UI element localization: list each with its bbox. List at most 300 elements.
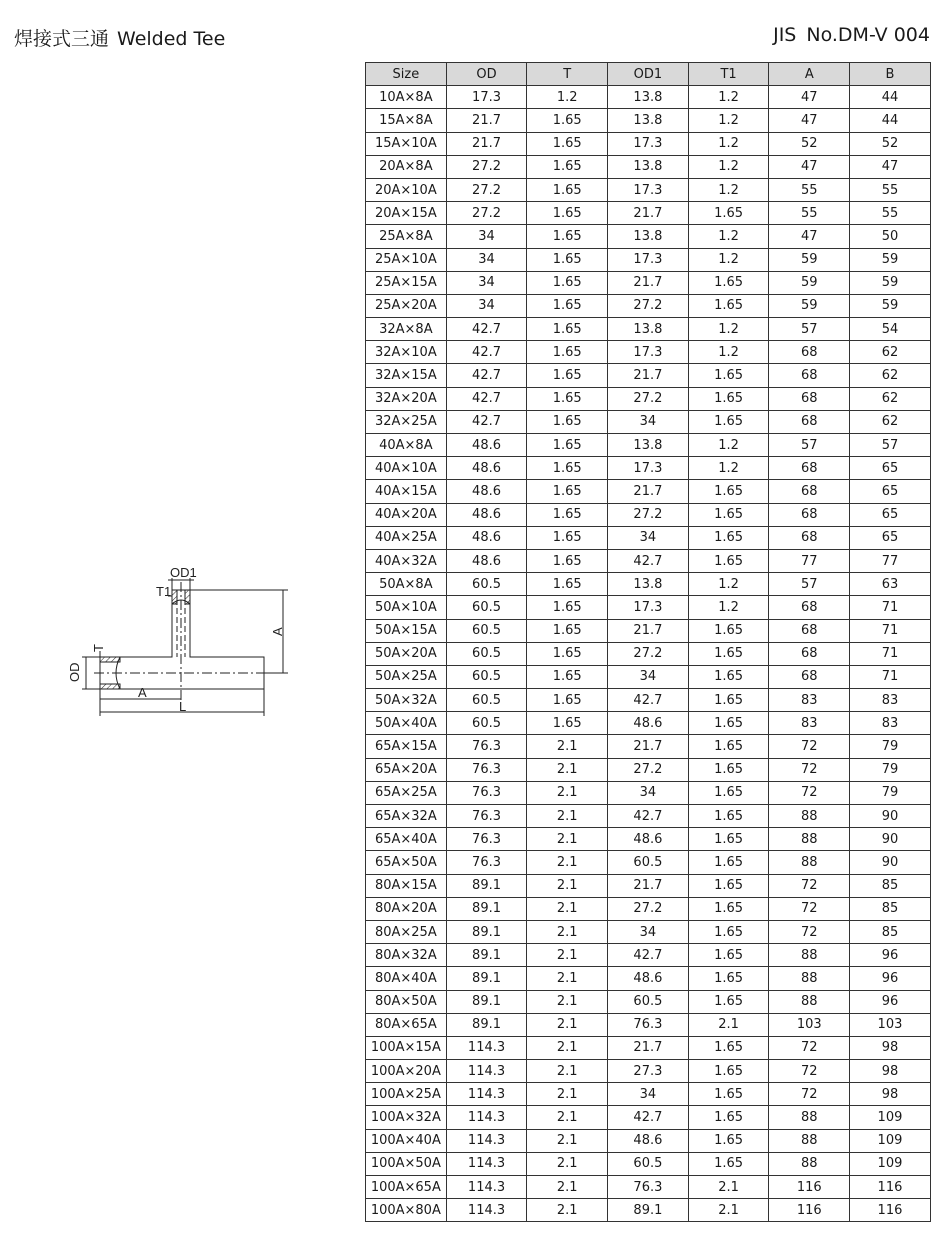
table-row bbox=[366, 225, 931, 248]
table-row bbox=[366, 689, 931, 712]
table-cell: 27.2 bbox=[446, 202, 527, 225]
table-cell: 2.1 bbox=[527, 1176, 608, 1199]
table-cell: 1.65 bbox=[688, 387, 769, 410]
table-cell: 1.65 bbox=[527, 689, 608, 712]
table-row bbox=[366, 1152, 931, 1175]
table-cell: 48.6 bbox=[446, 480, 527, 503]
table-cell: 80A×50A bbox=[366, 990, 447, 1013]
table-row bbox=[366, 1106, 931, 1129]
table-cell: 1.65 bbox=[527, 434, 608, 457]
table-cell: 32A×8A bbox=[366, 318, 447, 341]
table-cell: 1.65 bbox=[527, 549, 608, 572]
table-cell: 34 bbox=[608, 665, 689, 688]
table-row bbox=[366, 526, 931, 549]
table-row bbox=[366, 457, 931, 480]
table-cell: 2.1 bbox=[688, 1013, 769, 1036]
table-cell: 98 bbox=[850, 1036, 931, 1059]
table-cell: 71 bbox=[850, 642, 931, 665]
table-cell: 21.7 bbox=[608, 480, 689, 503]
table-cell: 80A×25A bbox=[366, 920, 447, 943]
table-cell: 76.3 bbox=[446, 851, 527, 874]
table-cell: 1.2 bbox=[688, 318, 769, 341]
table-cell: 100A×20A bbox=[366, 1060, 447, 1083]
table-cell: 72 bbox=[769, 1060, 850, 1083]
table-cell: 114.3 bbox=[446, 1129, 527, 1152]
table-cell: 2.1 bbox=[527, 851, 608, 874]
table-cell: 34 bbox=[608, 410, 689, 433]
table-cell: 2.1 bbox=[688, 1199, 769, 1222]
table-cell: 1.65 bbox=[527, 665, 608, 688]
standard-code bbox=[773, 24, 930, 46]
table-cell: 55 bbox=[769, 202, 850, 225]
table-cell: 40A×20A bbox=[366, 503, 447, 526]
table-row bbox=[366, 735, 931, 758]
table-cell: 1.65 bbox=[688, 712, 769, 735]
column-header: OD1 bbox=[608, 63, 689, 86]
table-header-row bbox=[366, 63, 931, 86]
table-cell: 21.7 bbox=[608, 202, 689, 225]
table-row bbox=[366, 364, 931, 387]
table-cell: 80A×40A bbox=[366, 967, 447, 990]
table-cell: 1.65 bbox=[527, 178, 608, 201]
table-cell: 2.1 bbox=[527, 1060, 608, 1083]
table-cell: 77 bbox=[769, 549, 850, 572]
table-cell: 72 bbox=[769, 874, 850, 897]
table-cell: 13.8 bbox=[608, 86, 689, 109]
title-chinese: 焊接式三通 bbox=[14, 28, 110, 50]
table-cell: 90 bbox=[850, 828, 931, 851]
column-header: Size bbox=[366, 63, 447, 86]
table-cell: 2.1 bbox=[527, 1106, 608, 1129]
column-header: B bbox=[850, 63, 931, 86]
table-cell: 1.65 bbox=[688, 990, 769, 1013]
table-cell: 1.65 bbox=[688, 410, 769, 433]
table-cell: 1.65 bbox=[527, 712, 608, 735]
table-cell: 68 bbox=[769, 410, 850, 433]
table-row bbox=[366, 781, 931, 804]
table-cell: 1.65 bbox=[688, 1060, 769, 1083]
table-cell: 57 bbox=[769, 573, 850, 596]
table-cell: 48.6 bbox=[446, 503, 527, 526]
table-cell: 42.7 bbox=[446, 318, 527, 341]
table-cell: 76.3 bbox=[446, 735, 527, 758]
label-a-vertical: A bbox=[270, 627, 285, 636]
column-header: T bbox=[527, 63, 608, 86]
table-cell: 1.65 bbox=[688, 920, 769, 943]
table-cell: 34 bbox=[608, 526, 689, 549]
table-cell: 68 bbox=[769, 642, 850, 665]
table-cell: 42.7 bbox=[608, 689, 689, 712]
table-cell: 65 bbox=[850, 503, 931, 526]
table-cell: 100A×50A bbox=[366, 1152, 447, 1175]
table-cell: 40A×8A bbox=[366, 434, 447, 457]
table-cell: 88 bbox=[769, 805, 850, 828]
table-row bbox=[366, 619, 931, 642]
table-cell: 27.2 bbox=[446, 178, 527, 201]
table-cell: 1.65 bbox=[688, 758, 769, 781]
table-cell: 89.1 bbox=[446, 1013, 527, 1036]
table-row bbox=[366, 642, 931, 665]
table-cell: 32A×15A bbox=[366, 364, 447, 387]
table-cell: 42.7 bbox=[446, 410, 527, 433]
table-cell: 2.1 bbox=[527, 781, 608, 804]
table-cell: 88 bbox=[769, 990, 850, 1013]
table-row bbox=[366, 712, 931, 735]
table-cell: 89.1 bbox=[446, 920, 527, 943]
table-row bbox=[366, 434, 931, 457]
table-cell: 65A×15A bbox=[366, 735, 447, 758]
table-cell: 1.65 bbox=[688, 1106, 769, 1129]
table-row bbox=[366, 1176, 931, 1199]
table-cell: 1.65 bbox=[688, 271, 769, 294]
table-cell: 55 bbox=[850, 202, 931, 225]
table-cell: 83 bbox=[769, 712, 850, 735]
table-cell: 62 bbox=[850, 410, 931, 433]
table-row bbox=[366, 990, 931, 1013]
table-row bbox=[366, 294, 931, 317]
table-cell: 13.8 bbox=[608, 225, 689, 248]
table-row bbox=[366, 503, 931, 526]
table-cell: 116 bbox=[850, 1199, 931, 1222]
table-cell: 2.1 bbox=[527, 735, 608, 758]
table-row bbox=[366, 178, 931, 201]
table-cell: 60.5 bbox=[608, 851, 689, 874]
table-cell: 88 bbox=[769, 1152, 850, 1175]
table-cell: 48.6 bbox=[608, 967, 689, 990]
table-cell: 79 bbox=[850, 781, 931, 804]
table-row bbox=[366, 549, 931, 572]
table-cell: 72 bbox=[769, 1083, 850, 1106]
table-cell: 76.3 bbox=[608, 1176, 689, 1199]
table-cell: 34 bbox=[446, 271, 527, 294]
table-cell: 50A×10A bbox=[366, 596, 447, 619]
table-cell: 100A×40A bbox=[366, 1129, 447, 1152]
table-cell: 50A×8A bbox=[366, 573, 447, 596]
table-cell: 57 bbox=[769, 318, 850, 341]
table-cell: 48.6 bbox=[608, 1129, 689, 1152]
table-cell: 89.1 bbox=[446, 990, 527, 1013]
table-cell: 114.3 bbox=[446, 1083, 527, 1106]
table-cell: 2.1 bbox=[527, 1152, 608, 1175]
table-cell: 17.3 bbox=[608, 457, 689, 480]
table-row bbox=[366, 1036, 931, 1059]
table-cell: 89.1 bbox=[446, 967, 527, 990]
table-cell: 50A×15A bbox=[366, 619, 447, 642]
table-cell: 1.65 bbox=[688, 619, 769, 642]
table-cell: 27.2 bbox=[608, 387, 689, 410]
table-cell: 1.65 bbox=[688, 1152, 769, 1175]
table-cell: 100A×80A bbox=[366, 1199, 447, 1222]
table-cell: 50A×32A bbox=[366, 689, 447, 712]
table-cell: 32A×25A bbox=[366, 410, 447, 433]
table-cell: 98 bbox=[850, 1083, 931, 1106]
table-cell: 88 bbox=[769, 1129, 850, 1152]
table-cell: 40A×25A bbox=[366, 526, 447, 549]
table-cell: 25A×10A bbox=[366, 248, 447, 271]
table-cell: 1.65 bbox=[527, 109, 608, 132]
table-cell: 88 bbox=[769, 944, 850, 967]
table-row bbox=[366, 967, 931, 990]
table-cell: 2.1 bbox=[527, 1013, 608, 1036]
table-cell: 1.2 bbox=[688, 132, 769, 155]
table-cell: 2.1 bbox=[527, 828, 608, 851]
table-cell: 20A×15A bbox=[366, 202, 447, 225]
table-cell: 50A×25A bbox=[366, 665, 447, 688]
table-cell: 1.65 bbox=[527, 619, 608, 642]
table-cell: 42.7 bbox=[608, 1106, 689, 1129]
table-cell: 1.65 bbox=[527, 248, 608, 271]
table-cell: 2.1 bbox=[527, 1036, 608, 1059]
table-row bbox=[366, 920, 931, 943]
table-cell: 47 bbox=[769, 86, 850, 109]
table-cell: 65 bbox=[850, 480, 931, 503]
table-cell: 100A×15A bbox=[366, 1036, 447, 1059]
table-cell: 44 bbox=[850, 86, 931, 109]
table-cell: 1.65 bbox=[527, 410, 608, 433]
table-cell: 1.65 bbox=[527, 341, 608, 364]
table-cell: 21.7 bbox=[608, 619, 689, 642]
table-cell: 62 bbox=[850, 364, 931, 387]
table-row bbox=[366, 86, 931, 109]
table-cell: 34 bbox=[446, 294, 527, 317]
table-cell: 1.65 bbox=[688, 202, 769, 225]
table-cell: 1.65 bbox=[688, 480, 769, 503]
table-row bbox=[366, 387, 931, 410]
table-cell: 60.5 bbox=[446, 596, 527, 619]
table-cell: 1.2 bbox=[688, 248, 769, 271]
table-row bbox=[366, 1013, 931, 1036]
table-cell: 21.7 bbox=[608, 735, 689, 758]
table-cell: 80A×20A bbox=[366, 897, 447, 920]
table-cell: 1.2 bbox=[688, 596, 769, 619]
table-row bbox=[366, 828, 931, 851]
table-cell: 27.2 bbox=[608, 503, 689, 526]
table-cell: 13.8 bbox=[608, 109, 689, 132]
table-cell: 2.1 bbox=[688, 1176, 769, 1199]
table-cell: 59 bbox=[850, 294, 931, 317]
table-cell: 48.6 bbox=[608, 828, 689, 851]
table-cell: 34 bbox=[608, 1083, 689, 1106]
table-cell: 68 bbox=[769, 341, 850, 364]
table-cell: 114.3 bbox=[446, 1176, 527, 1199]
table-cell: 100A×25A bbox=[366, 1083, 447, 1106]
table-cell: 89.1 bbox=[608, 1199, 689, 1222]
table-cell: 89.1 bbox=[446, 874, 527, 897]
table-row bbox=[366, 805, 931, 828]
table-cell: 62 bbox=[850, 387, 931, 410]
table-cell: 1.65 bbox=[527, 387, 608, 410]
table-cell: 1.65 bbox=[527, 225, 608, 248]
table-cell: 27.2 bbox=[446, 155, 527, 178]
table-cell: 1.65 bbox=[688, 967, 769, 990]
table-cell: 17.3 bbox=[608, 596, 689, 619]
tee-body-outline bbox=[100, 590, 264, 689]
table-cell: 65A×32A bbox=[366, 805, 447, 828]
table-cell: 114.3 bbox=[446, 1060, 527, 1083]
table-cell: 34 bbox=[608, 920, 689, 943]
table-cell: 25A×8A bbox=[366, 225, 447, 248]
table-cell: 13.8 bbox=[608, 155, 689, 178]
table-cell: 52 bbox=[850, 132, 931, 155]
table-cell: 48.6 bbox=[446, 457, 527, 480]
table-cell: 2.1 bbox=[527, 758, 608, 781]
table-cell: 85 bbox=[850, 920, 931, 943]
table-cell: 100A×32A bbox=[366, 1106, 447, 1129]
table-cell: 79 bbox=[850, 758, 931, 781]
table-cell: 1.65 bbox=[688, 364, 769, 387]
table-cell: 1.2 bbox=[688, 225, 769, 248]
table-cell: 1.65 bbox=[527, 155, 608, 178]
table-cell: 1.65 bbox=[527, 503, 608, 526]
table-cell: 1.65 bbox=[527, 202, 608, 225]
table-cell: 96 bbox=[850, 944, 931, 967]
table-cell: 32A×10A bbox=[366, 341, 447, 364]
table-cell: 72 bbox=[769, 781, 850, 804]
table-cell: 1.65 bbox=[688, 781, 769, 804]
label-t: T bbox=[91, 644, 106, 652]
table-cell: 34 bbox=[446, 248, 527, 271]
table-cell: 55 bbox=[769, 178, 850, 201]
table-cell: 1.65 bbox=[688, 851, 769, 874]
table-cell: 50A×20A bbox=[366, 642, 447, 665]
title-english: Welded Tee bbox=[117, 28, 226, 50]
table-cell: 21.7 bbox=[608, 874, 689, 897]
table-cell: 55 bbox=[850, 178, 931, 201]
table-cell: 20A×10A bbox=[366, 178, 447, 201]
table-cell: 88 bbox=[769, 1106, 850, 1129]
table-cell: 20A×8A bbox=[366, 155, 447, 178]
table-cell: 76.3 bbox=[446, 781, 527, 804]
table-cell: 114.3 bbox=[446, 1036, 527, 1059]
table-cell: 1.65 bbox=[688, 828, 769, 851]
table-cell: 77 bbox=[850, 549, 931, 572]
table-cell: 65 bbox=[850, 526, 931, 549]
table-cell: 85 bbox=[850, 897, 931, 920]
table-body bbox=[366, 86, 931, 1222]
table-cell: 76.3 bbox=[446, 828, 527, 851]
table-cell: 1.65 bbox=[688, 294, 769, 317]
table-cell: 1.65 bbox=[527, 318, 608, 341]
table-cell: 72 bbox=[769, 920, 850, 943]
table-cell: 1.65 bbox=[688, 549, 769, 572]
table-cell: 114.3 bbox=[446, 1199, 527, 1222]
table-cell: 17.3 bbox=[608, 178, 689, 201]
table-cell: 1.65 bbox=[527, 526, 608, 549]
table-cell: 76.3 bbox=[446, 805, 527, 828]
table-cell: 1.65 bbox=[688, 503, 769, 526]
table-cell: 1.65 bbox=[688, 526, 769, 549]
table-row bbox=[366, 665, 931, 688]
table-cell: 48.6 bbox=[446, 549, 527, 572]
table-cell: 21.7 bbox=[608, 364, 689, 387]
table-cell: 15A×8A bbox=[366, 109, 447, 132]
dimension-table bbox=[365, 62, 931, 1222]
table-cell: 60.5 bbox=[446, 573, 527, 596]
table-cell: 68 bbox=[769, 596, 850, 619]
table-cell: 1.65 bbox=[688, 1036, 769, 1059]
table-cell: 96 bbox=[850, 967, 931, 990]
table-cell: 85 bbox=[850, 874, 931, 897]
table-cell: 27.3 bbox=[608, 1060, 689, 1083]
table-cell: 52 bbox=[769, 132, 850, 155]
table-row bbox=[366, 1199, 931, 1222]
table-cell: 109 bbox=[850, 1152, 931, 1175]
table-cell: 25A×20A bbox=[366, 294, 447, 317]
table-row bbox=[366, 758, 931, 781]
table-cell: 42.7 bbox=[446, 387, 527, 410]
table-cell: 2.1 bbox=[527, 1083, 608, 1106]
table-cell: 60.5 bbox=[446, 665, 527, 688]
table-cell: 89.1 bbox=[446, 897, 527, 920]
table-cell: 1.2 bbox=[688, 341, 769, 364]
table-cell: 42.7 bbox=[608, 549, 689, 572]
table-cell: 60.5 bbox=[446, 619, 527, 642]
table-cell: 68 bbox=[769, 526, 850, 549]
table-cell: 40A×10A bbox=[366, 457, 447, 480]
table-cell: 59 bbox=[769, 271, 850, 294]
table-cell: 90 bbox=[850, 805, 931, 828]
table-cell: 47 bbox=[769, 109, 850, 132]
table-cell: 47 bbox=[769, 155, 850, 178]
table-row bbox=[366, 1129, 931, 1152]
table-cell: 68 bbox=[769, 480, 850, 503]
table-row bbox=[366, 341, 931, 364]
table-cell: 1.65 bbox=[688, 1083, 769, 1106]
table-cell: 47 bbox=[769, 225, 850, 248]
table-cell: 40A×32A bbox=[366, 549, 447, 572]
table-cell: 88 bbox=[769, 828, 850, 851]
table-cell: 1.2 bbox=[688, 155, 769, 178]
table-cell: 109 bbox=[850, 1129, 931, 1152]
table-row bbox=[366, 1060, 931, 1083]
table-cell: 114.3 bbox=[446, 1152, 527, 1175]
table-cell: 50 bbox=[850, 225, 931, 248]
table-row bbox=[366, 1083, 931, 1106]
table-cell: 1.65 bbox=[527, 596, 608, 619]
table-cell: 68 bbox=[769, 619, 850, 642]
table-cell: 48.6 bbox=[446, 434, 527, 457]
label-od: OD bbox=[67, 662, 82, 682]
table-row bbox=[366, 155, 931, 178]
column-header: A bbox=[769, 63, 850, 86]
table-cell: 1.65 bbox=[688, 944, 769, 967]
label-a-horizontal: A bbox=[138, 685, 147, 700]
table-cell: 80A×15A bbox=[366, 874, 447, 897]
table-row bbox=[366, 596, 931, 619]
table-cell: 63 bbox=[850, 573, 931, 596]
table-cell: 71 bbox=[850, 596, 931, 619]
table-row bbox=[366, 202, 931, 225]
table-cell: 103 bbox=[850, 1013, 931, 1036]
table-cell: 42.7 bbox=[446, 364, 527, 387]
table-cell: 1.65 bbox=[688, 874, 769, 897]
table-row bbox=[366, 132, 931, 155]
table-cell: 109 bbox=[850, 1106, 931, 1129]
table-cell: 60.5 bbox=[608, 1152, 689, 1175]
table-cell: 2.1 bbox=[527, 920, 608, 943]
table-cell: 68 bbox=[769, 503, 850, 526]
table-cell: 42.7 bbox=[608, 944, 689, 967]
table-cell: 1.2 bbox=[688, 86, 769, 109]
table-cell: 1.65 bbox=[527, 457, 608, 480]
table-cell: 2.1 bbox=[527, 1199, 608, 1222]
table-cell: 83 bbox=[769, 689, 850, 712]
table-cell: 1.65 bbox=[688, 642, 769, 665]
table-cell: 98 bbox=[850, 1060, 931, 1083]
table-cell: 71 bbox=[850, 619, 931, 642]
table-row bbox=[366, 410, 931, 433]
table-cell: 79 bbox=[850, 735, 931, 758]
